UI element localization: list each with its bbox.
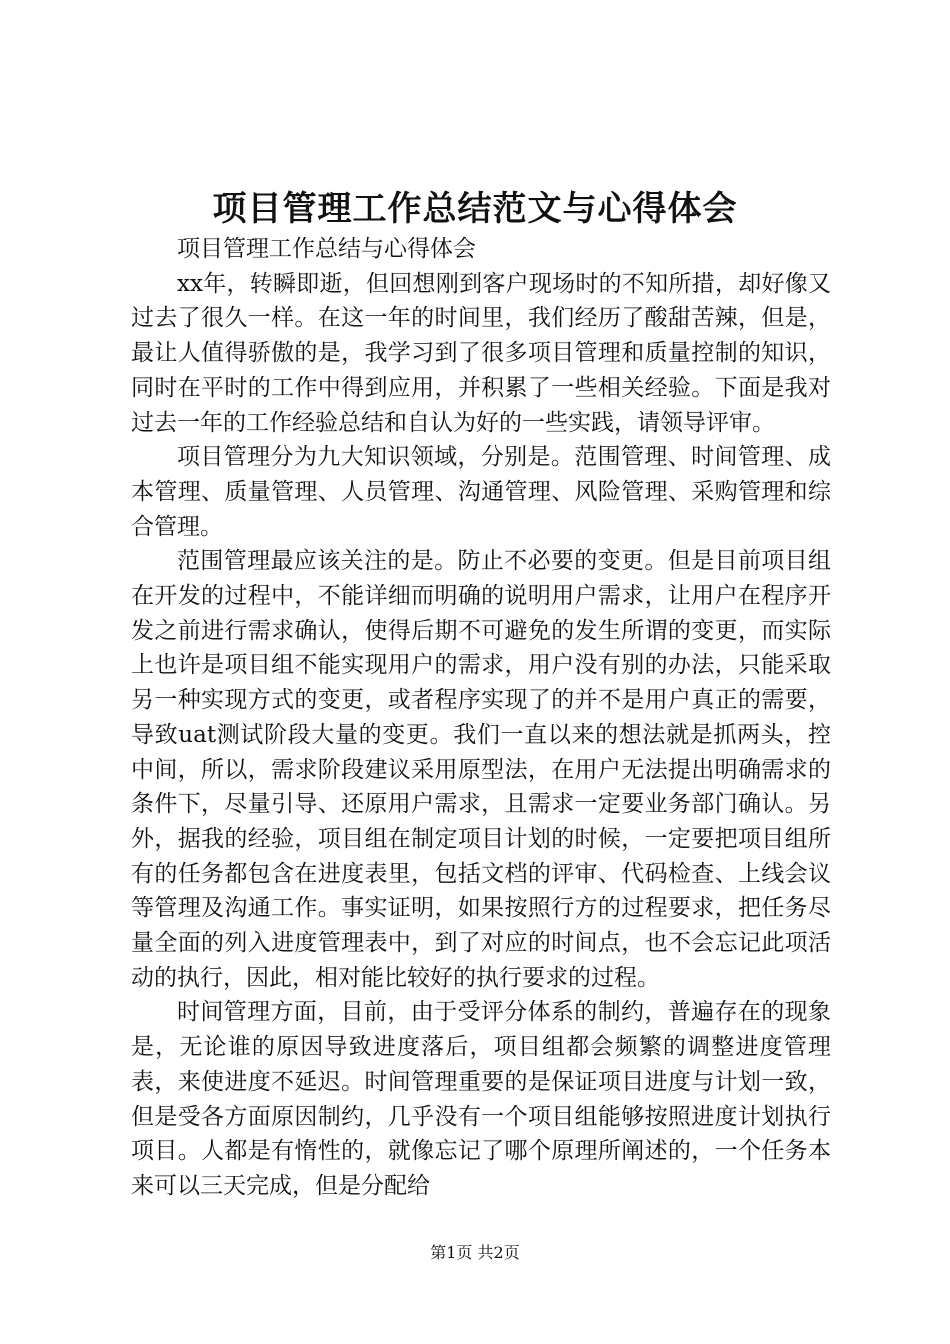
page-number-footer: 第1页 共2页 (430, 1243, 520, 1262)
paragraph-scope-management: 范围管理最应该关注的是。防止不必要的变更。但是目前项目组在开发的过程中，不能详细而明确的说明用户需求，让用户在程序开发之前进行需求确认，使得后期不可避免的发生所谓的变更，而实际上也许是项目组不能实现用户的需求，用户没有别的办法，只能采取另一种实现方式的变更，或者程序实现了的并不是用户真正的需要，导致uat测试阶段大量的变更。我们一直以来的想法就是抓两头，控中间，所以，需求阶段建议采用原型法，在用户无法提出明确需求的条件下，尽量引导、还原用户需求，且需求一定要业务部门确认。另外，据我的经验，项目组在制定项目计划的时候，一定要把项目组所有的任务都包含在进度表里，包括文档的评审、代码检查、上线会议等管理及沟通工作。事实证明，如果按照行方的过程要求，把任务尽量全面的列入进度管理表中，到了对应的时间点，也不会忘记此项活动的执行，因此，相对能比较好的执行要求的过程。 (131, 548, 831, 991)
document-body (131, 232, 831, 1204)
paragraph-knowledge-areas: 项目管理分为九大知识领域，分别是。范围管理、时间管理、成本管理、质量管理、人员管理、沟通管理、风险管理、采购管理和综合管理。 (131, 444, 831, 540)
paragraph-intro: xx年，转瞬即逝，但回想刚到客户现场时的不知所措，却好像又过去了很久一样。在这一年的时间里，我们经历了酸甜苦辣，但是，最让人值得骄傲的是，我学习到了很多项目管理和质量控制的知识，同时在平时的工作中得到应用，并积累了一些相关经验。下面是我对过去一年的工作经验总结和自认为好的一些实践，请领导评审。 (131, 270, 831, 436)
paragraph-time-management: 时间管理方面，目前，由于受评分体系的制约，普遍存在的现象是，无论谁的原因导致进度落后，项目组都会频繁的调整进度管理表，来使进度不延迟。时间管理重要的是保证项目进度与计划一致，但是受各方面原因制约，几乎没有一个项目组能够按照进度计划执行项目。人都是有惰性的，就像忘记了哪个原理所阐述的，一个任务本来可以三天完成，但是分配给 (131, 999, 831, 1199)
paragraph-subtitle: 项目管理工作总结与心得体会 (177, 236, 476, 262)
document-title: 项目管理工作总结范文与心得体会 (212, 189, 738, 229)
